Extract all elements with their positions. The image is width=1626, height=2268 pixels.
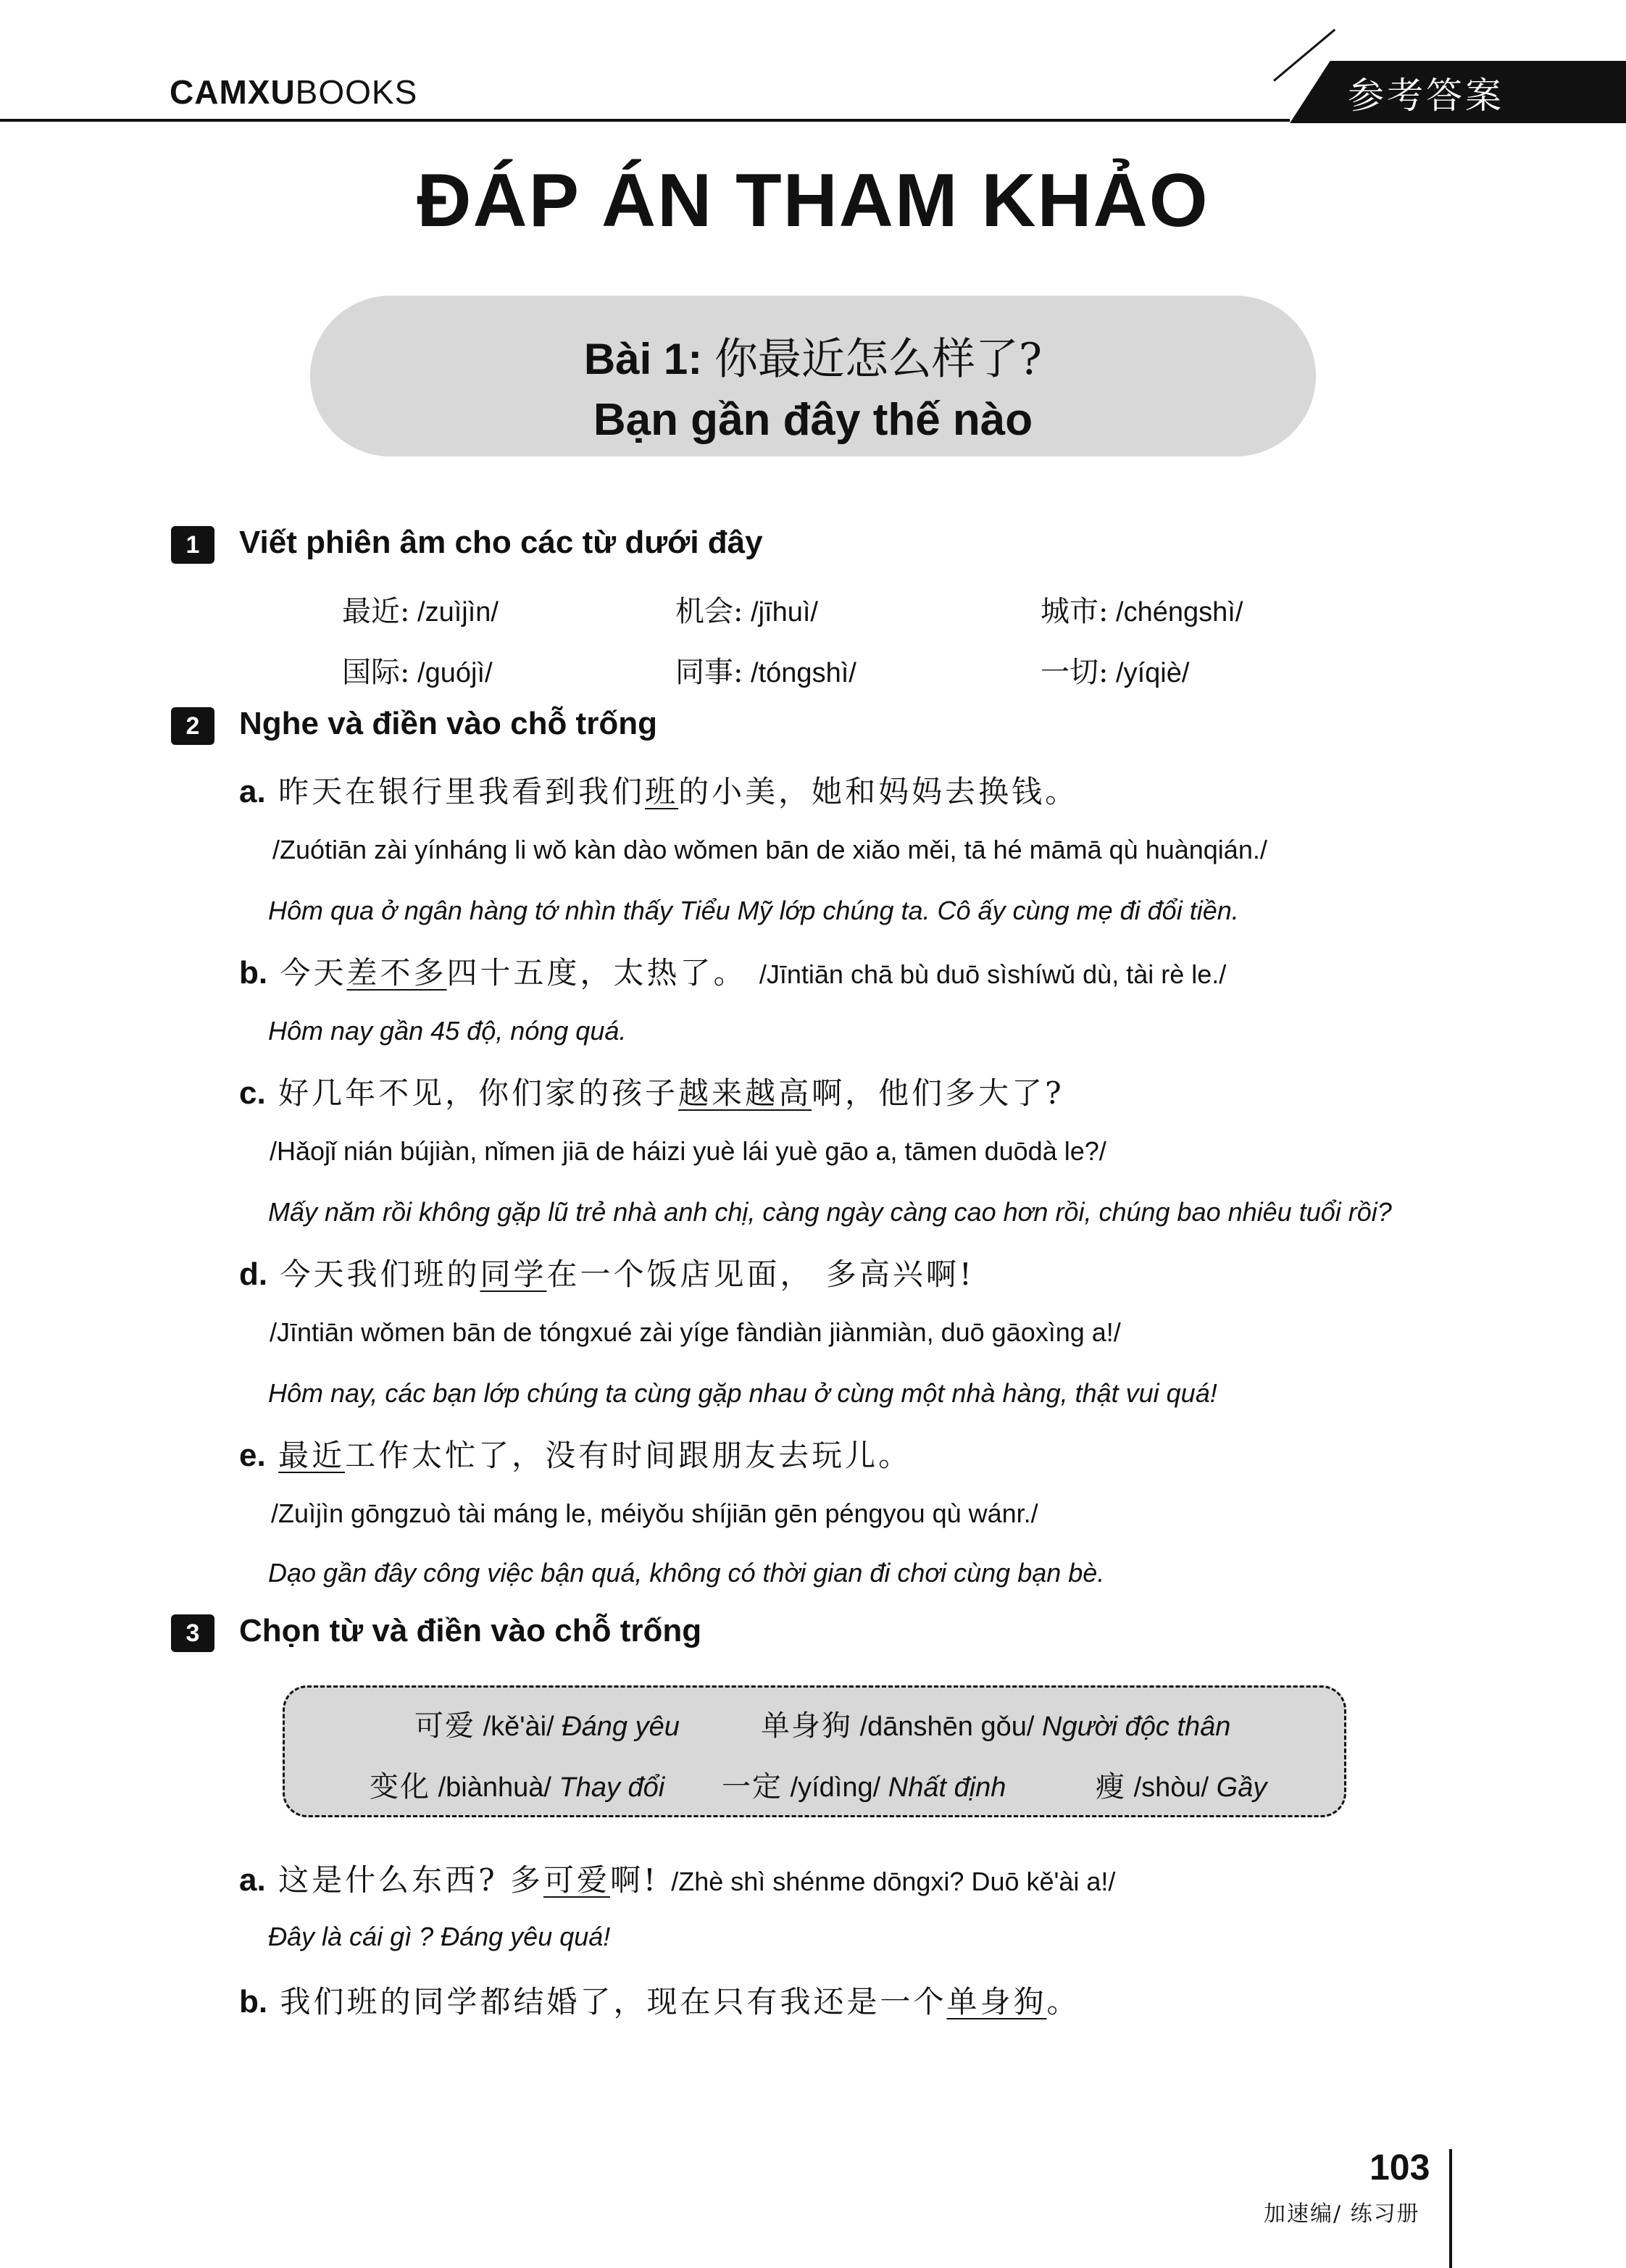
question-translation: Mấy năm rồi không gặp lũ trẻ nhà anh chị, càng ngày càng cao hơn rồi, chúng bao nhiêu tuổi rồi? [268, 1197, 1392, 1227]
vocab-item: 国际: /guójì/ [342, 656, 493, 689]
question-translation: Đây là cái gì ? Đáng yêu quá! [268, 1922, 611, 1951]
lesson-heading [310, 325, 1316, 387]
vocab-item: 城市: /chéngshì/ [1041, 595, 1243, 628]
brand-bold: CAMXU [170, 73, 296, 111]
question-sentence: a. 这是什么东西? 多可爱啊! /Zhè shì shénme dōngxi? Duō kě'ài a!/ [239, 1862, 1116, 1898]
question-pinyin: /Zuótiān zài yínháng li wǒ kàn dào wǒmen bān de xiǎo měi, tā hé māmā qù huànqián./ [272, 835, 1267, 864]
question-sentence: d. 今天我们班的同学在一个饭店见面， 多高兴啊! [239, 1256, 975, 1292]
answer-underline: 同学 [480, 1256, 547, 1292]
question-sentence: c. 好几年不见，你们家的孩子越来越高啊，他们多大了? [239, 1075, 1064, 1111]
answer-underline: 最近 [278, 1438, 346, 1473]
question-pinyin: /Zuìjìn gōngzuò tài máng le, méiyǒu shíjiān gēn péngyou qù wánr./ [271, 1498, 1038, 1528]
section-title-2: Nghe và điền vào chỗ trống [239, 706, 657, 741]
header-tab-label: 参考答案 [1348, 75, 1504, 117]
word-bank-item: 一定 /yídìng/ Nhất định [722, 1770, 1006, 1804]
lesson-banner [310, 296, 1316, 456]
vocab-item: 同事: /tóngshì/ [675, 656, 856, 689]
vocab-item: 最近: /zuìjìn/ [342, 595, 499, 628]
question-translation: Dạo gần đây công việc bận quá, không có thời gian đi chơi cùng bạn bè. [268, 1558, 1105, 1588]
word-bank-item: 可爱 /kě'ài/ Đáng yêu [414, 1709, 680, 1743]
footer-label: 加速编/ 练习册 [1264, 2201, 1420, 2227]
vocab-item: 一切: /yíqiè/ [1041, 656, 1190, 689]
section-title-1: Viết phiên âm cho các từ dưới đây [239, 525, 763, 560]
question-sentence: b. 今天差不多四十五度，太热了。 /Jīntiān chā bù duō sìshíwǔ dù, tài rè le./ [239, 955, 1227, 991]
answer-underline: 差不多 [346, 955, 447, 991]
section-number-1: 1 [171, 526, 214, 564]
lesson-title-vi: Bạn gần đây thế nào [593, 395, 1033, 445]
word-bank-item: 瘦 /shòu/ Gầy [1096, 1770, 1267, 1804]
section-number-2: 2 [171, 707, 214, 745]
question-pinyin: /Hǎojǐ nián bújiàn, nǐmen jiā de háizi yuè lái yuè gāo a, tāmen duōdà le?/ [270, 1136, 1106, 1166]
question-pinyin: /Jīntiān wǒmen bān de tóngxué zài yíge fàndiàn jiànmiàn, duō gāoxìng a!/ [270, 1317, 1121, 1347]
question-translation: Hôm nay gần 45 độ, nóng quá. [268, 1016, 627, 1046]
footer-rule [1449, 2149, 1452, 2268]
answer-underline: 班 [645, 774, 679, 809]
brand-light: BOOKS [295, 73, 418, 111]
question-sentence: e. 最近工作太忙了，没有时间跟朋友去玩儿。 [239, 1438, 912, 1473]
header-rule [0, 119, 1290, 122]
brand-logo [170, 72, 417, 112]
answer-underline: 单身狗 [946, 1984, 1047, 2019]
page-title: ĐÁP ÁN THAM KHẢO [417, 159, 1209, 243]
question-translation: Hôm qua ở ngân hàng tớ nhìn thấy Tiểu Mỹ lớp chúng ta. Cô ấy cùng mẹ đi đổi tiền. [268, 896, 1239, 925]
question-sentence: b. 我们班的同学都结婚了，现在只有我还是一个单身狗。 [239, 1984, 1080, 2019]
lesson-title-zh: 你最近怎么样了? [714, 334, 1043, 385]
question-sentence: a. 昨天在银行里我看到我们班的小美，她和妈妈去换钱。 [239, 774, 1079, 809]
word-bank-item: 单身狗 /dānshēn gǒu/ Người độc thân [761, 1709, 1231, 1743]
lesson-prefix: Bài 1: [583, 335, 703, 383]
word-bank-item: 变化 /biànhuà/ Thay đổi [370, 1770, 665, 1804]
section-number-3: 3 [171, 1614, 214, 1652]
answer-underline: 越来越高 [678, 1075, 812, 1111]
page-number: 103 [1369, 2147, 1430, 2188]
question-translation: Hôm nay, các bạn lớp chúng ta cùng gặp nhau ở cùng một nhà hàng, thật vui quá! [268, 1378, 1217, 1408]
answer-underline: 可爱 [543, 1862, 610, 1898]
vocab-item: 机会: /jīhuì/ [675, 595, 818, 628]
section-title-3: Chọn từ và điền vào chỗ trống [239, 1613, 702, 1648]
